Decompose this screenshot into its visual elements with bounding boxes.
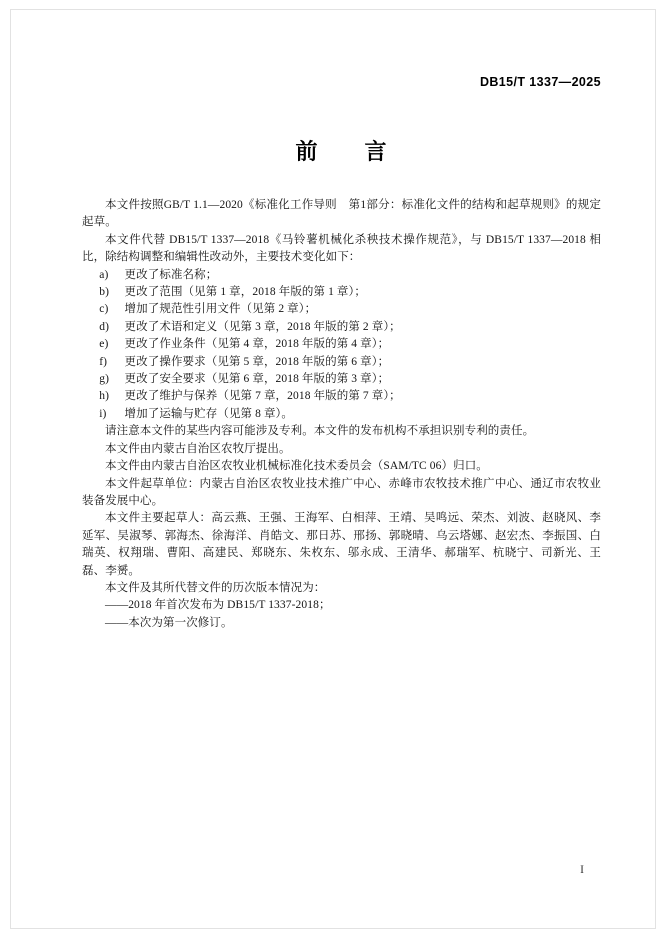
list-item-label: f) [99, 355, 108, 368]
page-number: I [580, 864, 584, 876]
paragraph-proposer: 本文件由内蒙古自治区农牧厅提出。 [105, 442, 291, 455]
paragraph-drafting-basis: 本文件按照GB/T 1.1—2020《标准化工作导则 第1部分：标准化文件的结构和起草规则》的规定起草。 [82, 199, 601, 229]
list-item-label: d) [99, 320, 110, 333]
list-item [82, 354, 601, 371]
page-title: 前 言 [295, 139, 388, 164]
history-item: ——本次为第一次修订。 [105, 616, 233, 629]
list-item-text: 更改了操作要求（见第 5 章，2018 年版的第 6 章）； [124, 355, 390, 368]
paragraph-version-history-intro: 本文件及其所代替文件的历次版本情况为： [105, 581, 326, 594]
list-item-text: 更改了安全要求（见第 6 章，2018 年版的第 3 章）； [124, 373, 390, 386]
list-item-label: c) [99, 303, 109, 316]
history-item: ——2018 年首次发布为 DB15/T 1337-2018； [105, 599, 331, 612]
list-item-label: g) [99, 373, 110, 386]
list-item-label: a) [99, 268, 109, 281]
document-code: DB15/T 1337—2025 [479, 75, 601, 89]
list-item [82, 319, 601, 336]
list-item-text: 更改了作业条件（见第 4 章，2018 年版的第 4 章）； [124, 338, 390, 351]
list-item-label: b) [99, 286, 110, 299]
paragraph-committee: 本文件由内蒙古自治区农牧业机械标准化技术委员会（SAM/TC 06）归口。 [105, 460, 488, 473]
list-item [82, 371, 601, 388]
list-item [82, 336, 601, 353]
document-content [82, 0, 601, 632]
list-item-text: 更改了范围（见第 1 章，2018 年版的第 1 章）； [124, 286, 366, 299]
paragraph-drafting-organizations: 本文件起草单位：内蒙古自治区农牧业技术推广中心、赤峰市农牧技术推广中心、通辽市农牧业装备发展中心。 [82, 477, 601, 507]
version-history-list [82, 597, 601, 632]
list-item-text: 增加了运输与贮存（见第 8 章）。 [124, 407, 293, 420]
list-item [82, 267, 601, 284]
paragraph-drafters: 本文件主要起草人：高云燕、王强、王海军、白相萍、王靖、吴鸣远、荣杰、刘波、赵晓风、李延军、吴淑琴、郭海杰、徐海洋、肖皓文、那日苏、邢扬、郭晓晴、乌云塔娜、赵宏杰、李振国、白瑞英、权翔瑞、曹阳、高建民、郑晓东、朱枚东、邬永成、王清华、郝瑞军、杭晓宁、司新光、王磊、李赟。 [82, 512, 601, 577]
list-item [82, 406, 601, 423]
list-item-label: i) [99, 407, 107, 420]
paragraph-replacement-note: 本文件代替 DB15/T 1337—2018《马铃薯机械化杀秧技术操作规范》，与 DB15/T 1337—2018 相比，除结构调整和编辑性改动外，主要技术变化如下： [82, 233, 601, 264]
list-item-text: 更改了标准名称； [124, 268, 218, 281]
list-item-text: 更改了术语和定义（见第 3 章，2018 年版的第 2 章）； [124, 320, 401, 333]
list-item-text: 增加了规范性引用文件（见第 2 章）； [124, 303, 317, 316]
document-body [82, 197, 601, 632]
change-list [82, 267, 601, 424]
paragraph-patent-notice: 请注意本文件的某些内容可能涉及专利。本文件的发布机构不承担识别专利的责任。 [105, 425, 535, 438]
list-item [82, 301, 601, 318]
list-item-label: e) [99, 338, 109, 351]
list-item [82, 284, 601, 301]
list-item-label: h) [99, 390, 110, 403]
list-item [82, 388, 601, 405]
list-item-text: 更改了维护与保养（见第 7 章，2018 年版的第 7 章）； [124, 390, 401, 403]
